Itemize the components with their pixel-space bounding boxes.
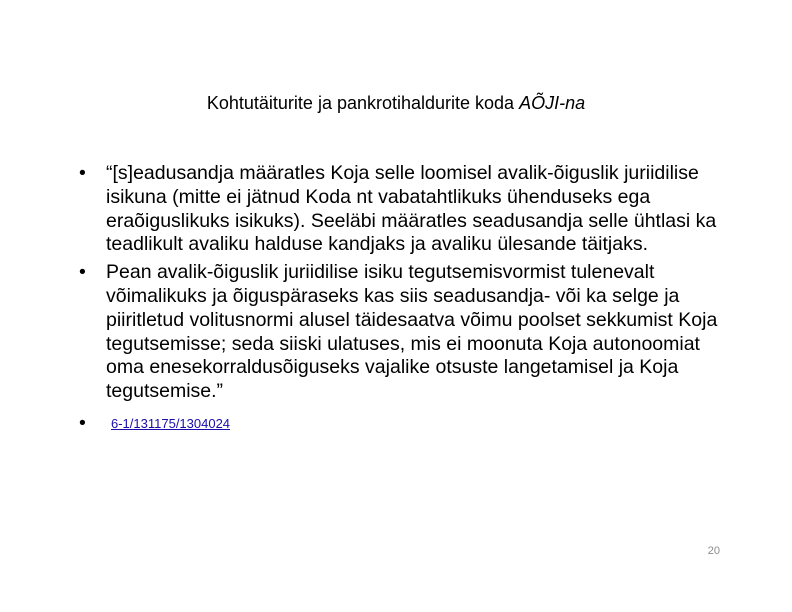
reference-link[interactable]: 6-1/131175/1304024 xyxy=(111,415,231,431)
slide-title-emphasis: AÕJI-na xyxy=(519,93,586,113)
bullet-marker: • xyxy=(79,162,86,184)
bullet-item xyxy=(79,162,719,257)
bullet-list xyxy=(79,162,719,440)
bullet-text: Pean avalik-õiguslik juriidilise isiku tegutsemisvormist tulenevalt võimalikuks ja õiguspäraseks kas siis seadusandja- või ka selge ja piiritletud volitusnormi alusel täidesaatva võimu poolset sekkumist Koja tegutsemisse; seda siiski ulatuses, mis ei moonuta Koja autonoomiat oma enesekorraldusõiguseks vajalike otsuste langetamisel ja Koja tegutsemise.” xyxy=(106,261,718,403)
bullet-item xyxy=(79,261,719,404)
slide-title xyxy=(0,90,792,116)
page-number: 20 xyxy=(707,545,720,557)
bullet-text: “[s]eadusandja määratles Koja selle loomisel avalik-õiguslik juriidilise isikuna (mitte ei jätnud Koda nt vabatahtlikuks ühenduseks ega eraõiguslikuks isikuks). Seeläbi määratles seadusandja selle ühtlasi ka teadlikult avaliku halduse kandjaks ja avaliku ülesande täitjaks. xyxy=(106,162,717,256)
bullet-marker: • xyxy=(79,411,86,434)
slide-title-main: Kohtutäiturite ja pankrotihaldurite koda xyxy=(206,93,520,113)
bullet-item-link xyxy=(79,412,719,436)
bullet-marker: • xyxy=(79,261,86,284)
